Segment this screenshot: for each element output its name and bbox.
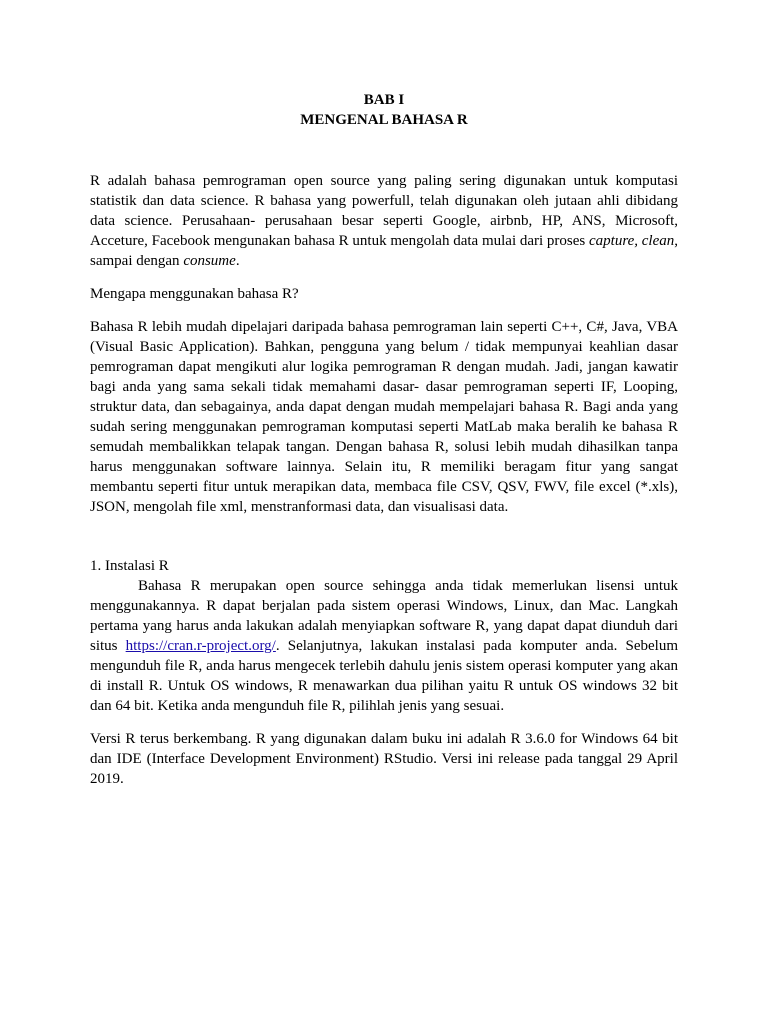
question-line: Mengapa menggunakan bahasa R? [90, 286, 299, 302]
reasons-paragraph: Bahasa R lebih mudah dipelajari daripada bahasa pemrograman lain seperti C++, C#, Java, VBA (Visual Basic Application). Bahkan, pengguna yang belum / tidak mempunyai keahlian dasar pemrograman dapat mengikuti alur logika pemrograman R dengan mudah. Jadi, jangan kawatir bagi anda yang sama sekali tidak memahami dasar- dasar pemrograman seperti IF, Looping, struktur data, dan sebagainya, anda dapat dengan mudah mempelajari bahasa R. Bagi anda yang sudah sering menggunakan pemrograman komputasi seperti MatLab maka beralih ke bahasa R semudah membalikkan telapak tangan. Dengan bahasa R, solusi lebih mudah dihasilkan tanpa harus menggunakan software lainnya. Selain itu, R memiliki beragam fitur yang sangat membantu seperti fitur untuk merapikan data, membaca file CSV, QSV, FWV, file excel (*.xls), JSON, mengolah file xml, menstranformasi data, dan visualisasi data. [90, 319, 678, 515]
chapter-title: MENGENAL BAHASA R [300, 112, 468, 128]
version-paragraph: Versi R terus berkembang. R yang digunakan dalam buku ini adalah R 3.6.0 for Windows 64 bit dan IDE (Interface Development Environment) RStudio. Versi ini release pada tanggal 29 April 2019. [90, 731, 678, 787]
install-text-1: Bahasa R merupakan open source sehingga anda tidak memerlukan lisensi untuk menggunakannya. R dapat berjalan pada sistem operasi Windows, Linux, dan Mac. Langkah pertama yang harus anda lakukan adalah menyiapkan software R, yang dapat dapat diunduh dari situs [90, 578, 678, 654]
install-text-2: . Selanjutnya, lakukan instalasi pada komputer anda. Sebelum mengunduh file R, anda harus mengecek terlebih dahulu jenis sistem operasi komputer yang akan di install R. Untuk OS windows, R menawarkan dua pilihan yaitu R untuk OS windows 32 bit dan 64 bit. Ketika anda mengunduh file R, pilihlah jenis yang sesuai. [90, 638, 679, 714]
intro-text-2: , sampai dengan [90, 233, 679, 269]
intro-text-1: R adalah bahasa pemrograman open source yang paling sering digunakan untuk komputasi statistik dan data science. R bahasa yang powerfull, telah digunakan oleh jutaan ahli dibidang data science. Perusahaan- perusahaan besar seperti Google, airbnb, HP, ANS, Microsoft, Acceture, Facebook mengunakan bahasa R untuk mengolah data mulai dari proses [90, 173, 678, 249]
cran-link[interactable]: https://cran.r-project.org/ [125, 638, 276, 654]
intro-paragraph [90, 171, 678, 271]
install-paragraph [90, 576, 678, 716]
chapter-label: BAB I [363, 92, 405, 108]
section-heading: 1. Instalasi R [90, 558, 169, 574]
intro-italic-2: consume [183, 253, 236, 269]
intro-text-3: . [235, 253, 240, 269]
intro-italic-1: capture, clean [589, 233, 675, 249]
